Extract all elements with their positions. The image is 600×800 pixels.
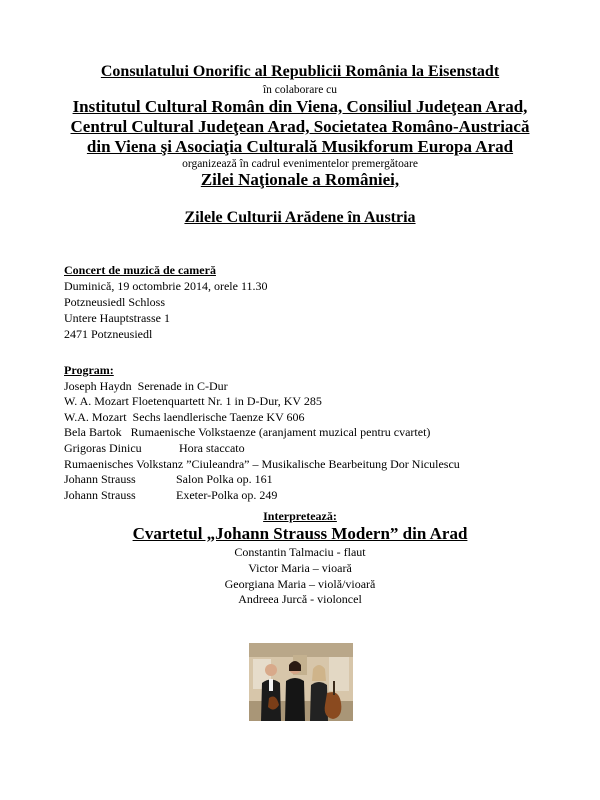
program-work: Salon Polka op. 161 — [176, 472, 273, 487]
member-item: Georgiana Maria – violă/vioară — [224, 576, 376, 591]
program-title: Program: — [64, 363, 114, 377]
program-item — [64, 488, 460, 504]
program-item — [64, 457, 460, 473]
partners-block — [0, 97, 600, 157]
program-item — [64, 441, 460, 457]
member-item: Andreea Jurcă - violoncel — [238, 592, 362, 607]
performers-section — [0, 509, 600, 608]
program-work: Sechs laendlerische Taenze KV 606 — [132, 409, 305, 424]
concert-title: Concert de muzică de cameră — [64, 263, 216, 277]
program-item — [64, 410, 460, 426]
member-item: Constantin Talmaciu - flaut — [234, 545, 366, 559]
performers-label: Interpretează: — [263, 509, 337, 523]
concert-street: Untere Hauptstrasse 1 — [64, 311, 170, 325]
culture-days-title: Zilele Culturii Arădene în Austria — [184, 209, 416, 226]
program-item — [64, 472, 460, 488]
program-composer: Joseph Haydn — [64, 378, 132, 393]
program-work: Hora staccato — [179, 440, 245, 455]
concert-date: Duminică, 19 octombrie 2014, orele 11.30 — [64, 279, 268, 293]
organizer-title: Consulatului Onorific al Republicii România la Eisenstadt — [100, 63, 500, 80]
program-work: Serenade in C-Dur — [137, 378, 228, 393]
quartet-photo-image — [249, 643, 353, 721]
program-section — [64, 363, 460, 503]
concert-venue: Potzneusiedl Schloss — [64, 295, 165, 309]
partners-line: Centrul Cultural Judeţean Arad, Societatea Româno-Austriacă — [70, 117, 530, 136]
national-day-title: Zilei Naţionale a României, — [200, 170, 400, 189]
program-composer: W.A. Mozart — [64, 409, 127, 424]
program-work: Rumaenische Volkstaenze (aranjament muzical pentru cvartet) — [130, 425, 431, 440]
program-composer: Grigoras Dinicu — [64, 440, 142, 455]
partners-line: din Viena şi Asociaţia Culturală Musikforum Europa Arad — [86, 137, 514, 156]
program-composer: W. A. Mozart — [64, 394, 129, 409]
collaboration-line: în colaborare cu — [262, 84, 338, 96]
concert-city: 2471 Potzneusiedl — [64, 327, 153, 341]
member-item: Victor Maria – vioară — [248, 560, 352, 575]
program-composer: Johann Strauss — [64, 487, 136, 502]
program-work: Floetenquartett Nr. 1 in D-Dur, KV 285 — [131, 394, 322, 409]
partners-line: Institutul Cultural Român din Viena, Consiliul Judeţean Arad, — [72, 97, 528, 116]
members-list — [0, 545, 600, 608]
program-item — [64, 425, 460, 441]
concert-info — [64, 262, 268, 342]
ensemble-name: Cvartetul „Johann Strauss Modern” din Arad — [132, 524, 468, 543]
quartet-photo — [249, 643, 353, 721]
organizes-line: organizează în cadrul evenimentelor premergătoare — [182, 158, 418, 170]
program-composer: Johann Strauss — [64, 472, 136, 487]
program-item — [64, 379, 460, 395]
program-composer: Rumaenisches Volkstanz ”Ciuleandra” – Musikalische Bearbeitung Dor Niculescu — [64, 456, 460, 471]
program-composer: Bela Bartok — [64, 425, 122, 440]
program-work: Exeter-Polka op. 249 — [176, 487, 278, 502]
program-item — [64, 394, 460, 410]
